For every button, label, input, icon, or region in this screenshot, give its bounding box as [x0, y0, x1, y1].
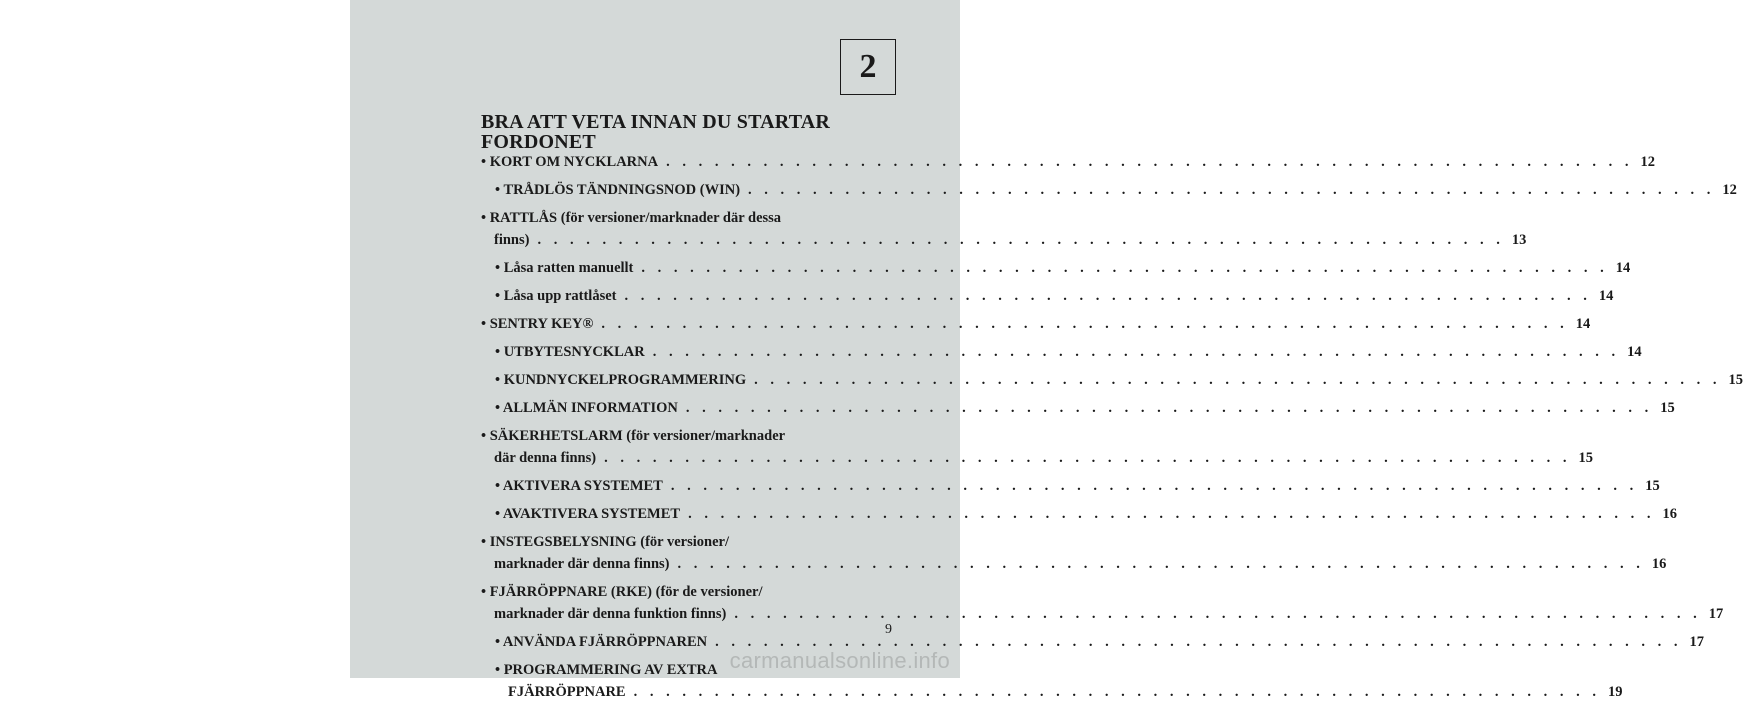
toc-entry-label: där denna finns) — [494, 450, 597, 466]
toc-leader-dots: . . . . . . . . . . . . . . . . . . . . . . . . . . . . . . . . . . . . . . . . . . . . . . . . . . . . . . . . . . . . — [537, 232, 1505, 248]
toc-entry-label: marknader där denna funktion finns) — [494, 606, 727, 622]
toc-entry[interactable] — [481, 341, 1642, 363]
toc-entry[interactable] — [481, 151, 1655, 173]
toc-leader-dots: . . . . . . . . . . . . . . . . . . . . . . . . . . . . . . . . . . . . . . . . . . . . . . . . . . . . . . . . . . . . — [734, 606, 1702, 622]
toc-entry-page: 19 — [1607, 684, 1623, 700]
toc-entry-page: 13 — [1511, 232, 1527, 248]
toc-leader-dots: . . . . . . . . . . . . . . . . . . . . . . . . . . . . . . . . . . . . . . . . . . . . . . . . . . . . . . . . . . . . — [652, 344, 1620, 360]
toc-leader-dots: . . . . . . . . . . . . . . . . . . . . . . . . . . . . . . . . . . . . . . . . . . . . . . . . . . . . . . . . . . . . — [677, 556, 1645, 572]
toc-entry-label: • RATTLÅS (för versioner/marknader där dessa — [481, 210, 782, 226]
toc-entry-label: marknader där denna finns) — [494, 556, 670, 572]
toc-entry-label: • SÄKERHETSLARM (för versioner/marknader — [481, 428, 786, 444]
toc-entry[interactable] — [481, 285, 1614, 307]
toc-leader-dots: . . . . . . . . . . . . . . . . . . . . . . . . . . . . . . . . . . . . . . . . . . . . . . . . . . . . . . . . . . . . — [604, 450, 1571, 466]
toc-entry[interactable] — [481, 425, 1593, 469]
toc-entry-page: 15 — [1578, 450, 1593, 466]
toc-entry-page: 12 — [1640, 154, 1655, 170]
toc-entry-page: 14 — [1598, 288, 1614, 304]
toc-leader-dots: . . . . . . . . . . . . . . . . . . . . . . . . . . . . . . . . . . . . . . . . . . . . . . . . . . . . . . . . . . . . — [688, 506, 1655, 522]
toc-entry[interactable] — [481, 475, 1660, 497]
toc-leader-dots: . . . . . . . . . . . . . . . . . . . . . . . . . . . . . . . . . . . . . . . . . . . . . . . . . . . . . . . . . . . . — [670, 478, 1638, 494]
chapter-number: 2 — [859, 48, 877, 85]
toc-entry-page: 17 — [1689, 634, 1704, 650]
toc-entry[interactable] — [481, 369, 1743, 391]
toc-entry[interactable] — [481, 531, 1667, 575]
toc-entry-page: 15 — [1728, 372, 1743, 388]
table-of-contents — [481, 151, 1743, 703]
toc-leader-dots: . . . . . . . . . . . . . . . . . . . . . . . . . . . . . . . . . . . . . . . . . . . . . . . . . . . . . . . . . . . . — [748, 182, 1715, 198]
section-title: BRA ATT VETA INNAN DU STARTAR FORDONET — [481, 111, 831, 153]
toc-entry[interactable] — [481, 179, 1737, 201]
toc-leader-dots: . . . . . . . . . . . . . . . . . . . . . . . . . . . . . . . . . . . . . . . . . . . . . . . . . . . . . . . . . . . . — [601, 316, 1569, 332]
toc-entry-page: 12 — [1722, 182, 1737, 198]
toc-entry-page: 14 — [1615, 260, 1631, 276]
toc-entry-label: • AVAKTIVERA SYSTEMET — [495, 506, 681, 522]
toc-leader-dots: . . . . . . . . . . . . . . . . . . . . . . . . . . . . . . . . . . . . . . . . . . . . . . . . . . . . . . . . . . . . — [685, 400, 1653, 416]
toc-entry-label: • ANVÄNDA FJÄRRÖPPNAREN — [495, 634, 708, 650]
toc-entry-label: • UTBYTESNYCKLAR — [495, 344, 645, 360]
toc-leader-dots: . . . . . . . . . . . . . . . . . . . . . . . . . . . . . . . . . . . . . . . . . . . . . . . . . . . . . . . . . . . . — [641, 260, 1609, 276]
toc-leader-dots: . . . . . . . . . . . . . . . . . . . . . . . . . . . . . . . . . . . . . . . . . . . . . . . . . . . . . . . . . . . . — [633, 684, 1601, 700]
watermark: carmanualsonline.info — [729, 648, 950, 673]
toc-entry[interactable] — [481, 503, 1677, 525]
toc-entry-page: 14 — [1575, 316, 1591, 332]
toc-entry[interactable] — [481, 207, 1527, 251]
toc-leader-dots: . . . . . . . . . . . . . . . . . . . . . . . . . . . . . . . . . . . . . . . . . . . . . . . . . . . . . . . . . . . . — [624, 288, 1592, 304]
toc-entry[interactable] — [481, 313, 1591, 335]
toc-entry-label: • PROGRAMMERING AV EXTRA — [495, 662, 718, 678]
toc-entry-label: • INSTEGSBELYSNING (för versioner/ — [481, 534, 729, 550]
toc-leader-dots: . . . . . . . . . . . . . . . . . . . . . . . . . . . . . . . . . . . . . . . . . . . . . . . . . . . . . . . . . . . . — [666, 154, 1633, 170]
toc-leader-dots: . . . . . . . . . . . . . . . . . . . . . . . . . . . . . . . . . . . . . . . . . . . . . . . . . . . . . . . . . . . . — [754, 372, 1722, 388]
toc-leader-dots: . . . . . . . . . . . . . . . . . . . . . . . . . . . . . . . . . . . . . . . . . . . . . . . . . . . . . . . . . . . . — [715, 634, 1682, 650]
toc-entry-page: 16 — [1651, 556, 1667, 572]
toc-entry-label: • SENTRY KEY® — [481, 316, 594, 332]
toc-entry[interactable] — [481, 581, 1724, 625]
toc-entry-label: • Låsa upp rattlåset — [495, 288, 617, 304]
toc-entry-page: 14 — [1627, 344, 1642, 360]
toc-entry-page: 17 — [1708, 606, 1724, 622]
toc-entry[interactable] — [481, 397, 1675, 419]
chapter-number-box — [840, 39, 896, 95]
toc-entry-label: • TRÅDLÖS TÄNDNINGSNOD (WIN) — [495, 182, 741, 198]
toc-entry-label: • Låsa ratten manuellt — [495, 260, 634, 276]
toc-entry-label: • KORT OM NYCKLARNA — [481, 154, 659, 170]
toc-entry-label: finns) — [494, 232, 530, 248]
toc-entry-page: 15 — [1660, 400, 1675, 416]
toc-entry-page: 15 — [1645, 478, 1660, 494]
page-number: 9 — [885, 622, 892, 637]
toc-entry-label: • FJÄRRÖPPNARE (RKE) (för de versioner/ — [481, 584, 763, 600]
toc-entry-label: FJÄRRÖPPNARE — [508, 684, 626, 700]
toc-entry[interactable] — [481, 257, 1631, 279]
toc-entry-label: • AKTIVERA SYSTEMET — [495, 478, 663, 494]
toc-entry-page: 16 — [1662, 506, 1677, 522]
toc-entry-label: • ALLMÄN INFORMATION — [495, 400, 678, 416]
toc-entry-label: • KUNDNYCKELPROGRAMMERING — [495, 372, 747, 388]
